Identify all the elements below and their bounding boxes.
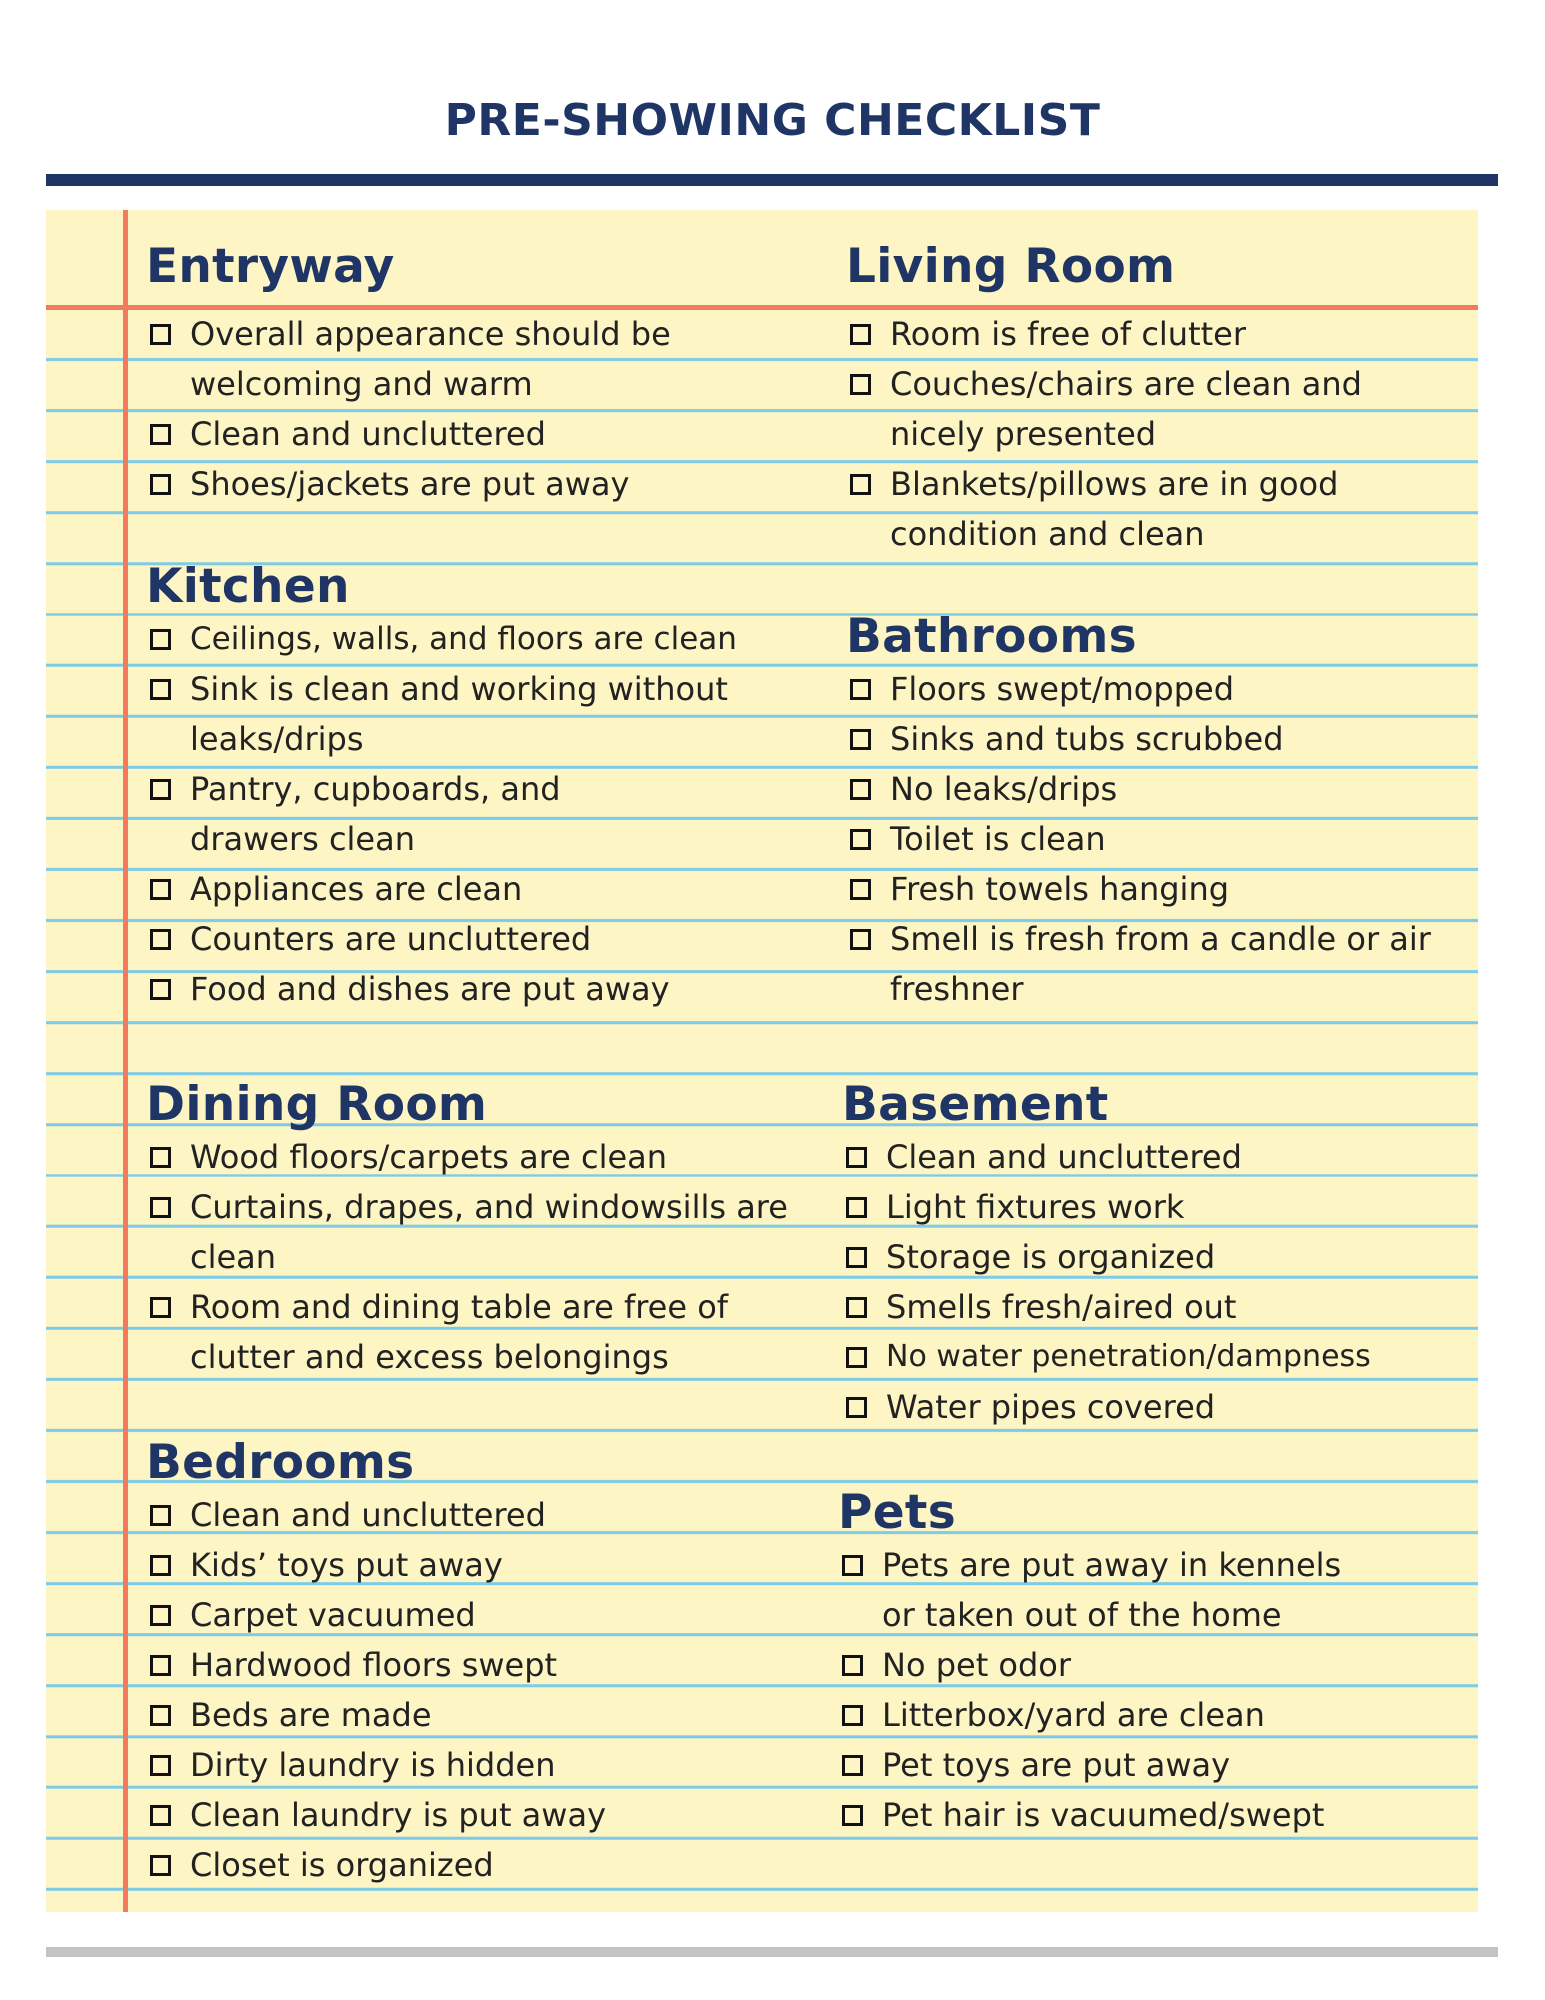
notepad-background [46, 210, 1478, 1912]
checklist-item[interactable]: Clean and uncluttered [842, 1132, 1472, 1182]
checklist-item[interactable]: Room is free of clutter [846, 309, 1466, 359]
checklist-item[interactable]: Wood floors/carpets are clean [146, 1132, 826, 1182]
checklist-item[interactable]: Food and dishes are put away [146, 964, 826, 1014]
empty-checkbox-icon[interactable] [150, 324, 171, 345]
checklist-item[interactable]: Carpet vacuumed [146, 1590, 826, 1640]
checklist-item[interactable]: Kids’ toys put away [146, 1540, 826, 1590]
section-entryway [146, 240, 826, 509]
empty-checkbox-icon[interactable] [842, 1705, 863, 1726]
bottom-rule [46, 1947, 1498, 1957]
section-heading-bedrooms: Bedrooms [146, 1435, 415, 1490]
checklist-item[interactable]: Clean and uncluttered [146, 1490, 826, 1540]
section-heading-living-room: Living Room [846, 239, 1176, 294]
empty-checkbox-icon[interactable] [150, 929, 171, 950]
empty-checkbox-icon[interactable] [850, 829, 871, 850]
checklist-item[interactable]: Counters are uncluttered [146, 914, 826, 964]
empty-checkbox-icon[interactable] [850, 729, 871, 750]
checklist-item[interactable]: Sink is clean and working without leaks/drips [146, 664, 826, 764]
notepad-left-margin-line [123, 210, 128, 1912]
empty-checkbox-icon[interactable] [846, 1247, 867, 1268]
checklist-item[interactable]: Litterbox/yard are clean [838, 1690, 1458, 1740]
checklist-item[interactable]: No water penetration/dampness [842, 1332, 1472, 1382]
empty-checkbox-icon[interactable] [150, 1505, 171, 1526]
empty-checkbox-icon[interactable] [150, 1297, 171, 1318]
empty-checkbox-icon[interactable] [850, 679, 871, 700]
empty-checkbox-icon[interactable] [842, 1655, 863, 1676]
checklist-item[interactable]: Closet is organized [146, 1840, 826, 1890]
section-heading-entryway: Entryway [146, 239, 395, 294]
checklist-item[interactable]: Room and dining table are free of clutter and excess belongings [146, 1282, 826, 1382]
checklist-item[interactable]: Floors swept/mopped [846, 664, 1466, 714]
empty-checkbox-icon[interactable] [846, 1147, 867, 1168]
checklist-item[interactable]: Smell is fresh from a candle or air freshner [846, 914, 1466, 1014]
page-title: PRE-SHOWING CHECKLIST [444, 95, 1101, 146]
empty-checkbox-icon[interactable] [842, 1805, 863, 1826]
section-kitchen [146, 560, 826, 1014]
checklist-item[interactable]: Storage is organized [842, 1232, 1472, 1282]
checklist-item[interactable]: Smells fresh/aired out [842, 1282, 1472, 1332]
checklist-item[interactable]: Sinks and tubs scrubbed [846, 714, 1466, 764]
empty-checkbox-icon[interactable] [150, 1655, 171, 1676]
checklist-item[interactable]: Ceilings, walls, and floors are clean [146, 614, 826, 664]
checklist-item[interactable]: Pet toys are put away [838, 1740, 1458, 1790]
checklist-item[interactable]: Hardwood floors swept [146, 1640, 826, 1690]
section-heading-dining-room: Dining Room [146, 1077, 488, 1132]
checklist-item[interactable]: Beds are made [146, 1690, 826, 1740]
checklist-item[interactable]: Light fixtures work [842, 1182, 1472, 1232]
empty-checkbox-icon[interactable] [150, 1705, 171, 1726]
empty-checkbox-icon[interactable] [846, 1397, 867, 1418]
empty-checkbox-icon[interactable] [842, 1755, 863, 1776]
empty-checkbox-icon[interactable] [850, 879, 871, 900]
checklist-item[interactable]: Pets are put away in kennels or taken out of the home [838, 1540, 1458, 1640]
empty-checkbox-icon[interactable] [150, 1147, 171, 1168]
checklist-item[interactable]: No pet odor [838, 1640, 1458, 1690]
checklist-item[interactable]: Clean and uncluttered [146, 409, 826, 459]
checklist-item[interactable]: Blankets/pillows are in good condition and clean [846, 459, 1466, 559]
section-basement [842, 1078, 1472, 1432]
checklist-item[interactable]: Clean laundry is put away [146, 1790, 826, 1840]
title-underline [46, 174, 1498, 186]
empty-checkbox-icon[interactable] [850, 779, 871, 800]
checklist-item[interactable]: Toilet is clean [846, 814, 1466, 864]
checklist-item[interactable]: Dirty laundry is hidden [146, 1740, 826, 1790]
empty-checkbox-icon[interactable] [150, 474, 171, 495]
section-dining-room [146, 1078, 826, 1382]
checklist-item[interactable]: Pantry, cupboards, and drawers clean [146, 764, 826, 864]
checklist-item[interactable]: Overall appearance should be welcoming and warm [146, 309, 826, 409]
checklist-item[interactable]: No leaks/drips [846, 764, 1466, 814]
empty-checkbox-icon[interactable] [850, 374, 871, 395]
empty-checkbox-icon[interactable] [150, 1805, 171, 1826]
section-bathrooms [846, 610, 1466, 1014]
checklist-item[interactable]: Couches/chairs are clean and nicely presented [846, 359, 1466, 459]
checklist-item[interactable]: Shoes/jackets are put away [146, 459, 826, 509]
empty-checkbox-icon[interactable] [150, 879, 171, 900]
section-heading-basement: Basement [842, 1077, 1109, 1132]
section-living-room [846, 240, 1466, 559]
empty-checkbox-icon[interactable] [846, 1297, 867, 1318]
checklist-item[interactable]: Appliances are clean [146, 864, 826, 914]
checklist-item[interactable]: Water pipes covered [842, 1382, 1472, 1432]
empty-checkbox-icon[interactable] [150, 1605, 171, 1626]
empty-checkbox-icon[interactable] [150, 1855, 171, 1876]
empty-checkbox-icon[interactable] [842, 1555, 863, 1576]
empty-checkbox-icon[interactable] [850, 324, 871, 345]
empty-checkbox-icon[interactable] [150, 424, 171, 445]
section-bedrooms [146, 1436, 826, 1890]
empty-checkbox-icon[interactable] [150, 1197, 171, 1218]
checklist-item[interactable]: Pet hair is vacuumed/swept [838, 1790, 1458, 1840]
empty-checkbox-icon[interactable] [846, 1347, 867, 1368]
section-heading-pets: Pets [838, 1485, 956, 1540]
empty-checkbox-icon[interactable] [850, 474, 871, 495]
section-heading-bathrooms: Bathrooms [846, 609, 1137, 664]
empty-checkbox-icon[interactable] [150, 629, 171, 650]
section-heading-kitchen: Kitchen [146, 559, 350, 614]
checklist-item[interactable]: Curtains, drapes, and windowsills are clean [146, 1182, 826, 1282]
empty-checkbox-icon[interactable] [850, 929, 871, 950]
empty-checkbox-icon[interactable] [846, 1197, 867, 1218]
checklist-item[interactable]: Fresh towels hanging [846, 864, 1466, 914]
empty-checkbox-icon[interactable] [150, 679, 171, 700]
section-pets [838, 1486, 1458, 1840]
empty-checkbox-icon[interactable] [150, 1755, 171, 1776]
empty-checkbox-icon[interactable] [150, 1555, 171, 1576]
empty-checkbox-icon[interactable] [150, 979, 171, 1000]
empty-checkbox-icon[interactable] [150, 779, 171, 800]
